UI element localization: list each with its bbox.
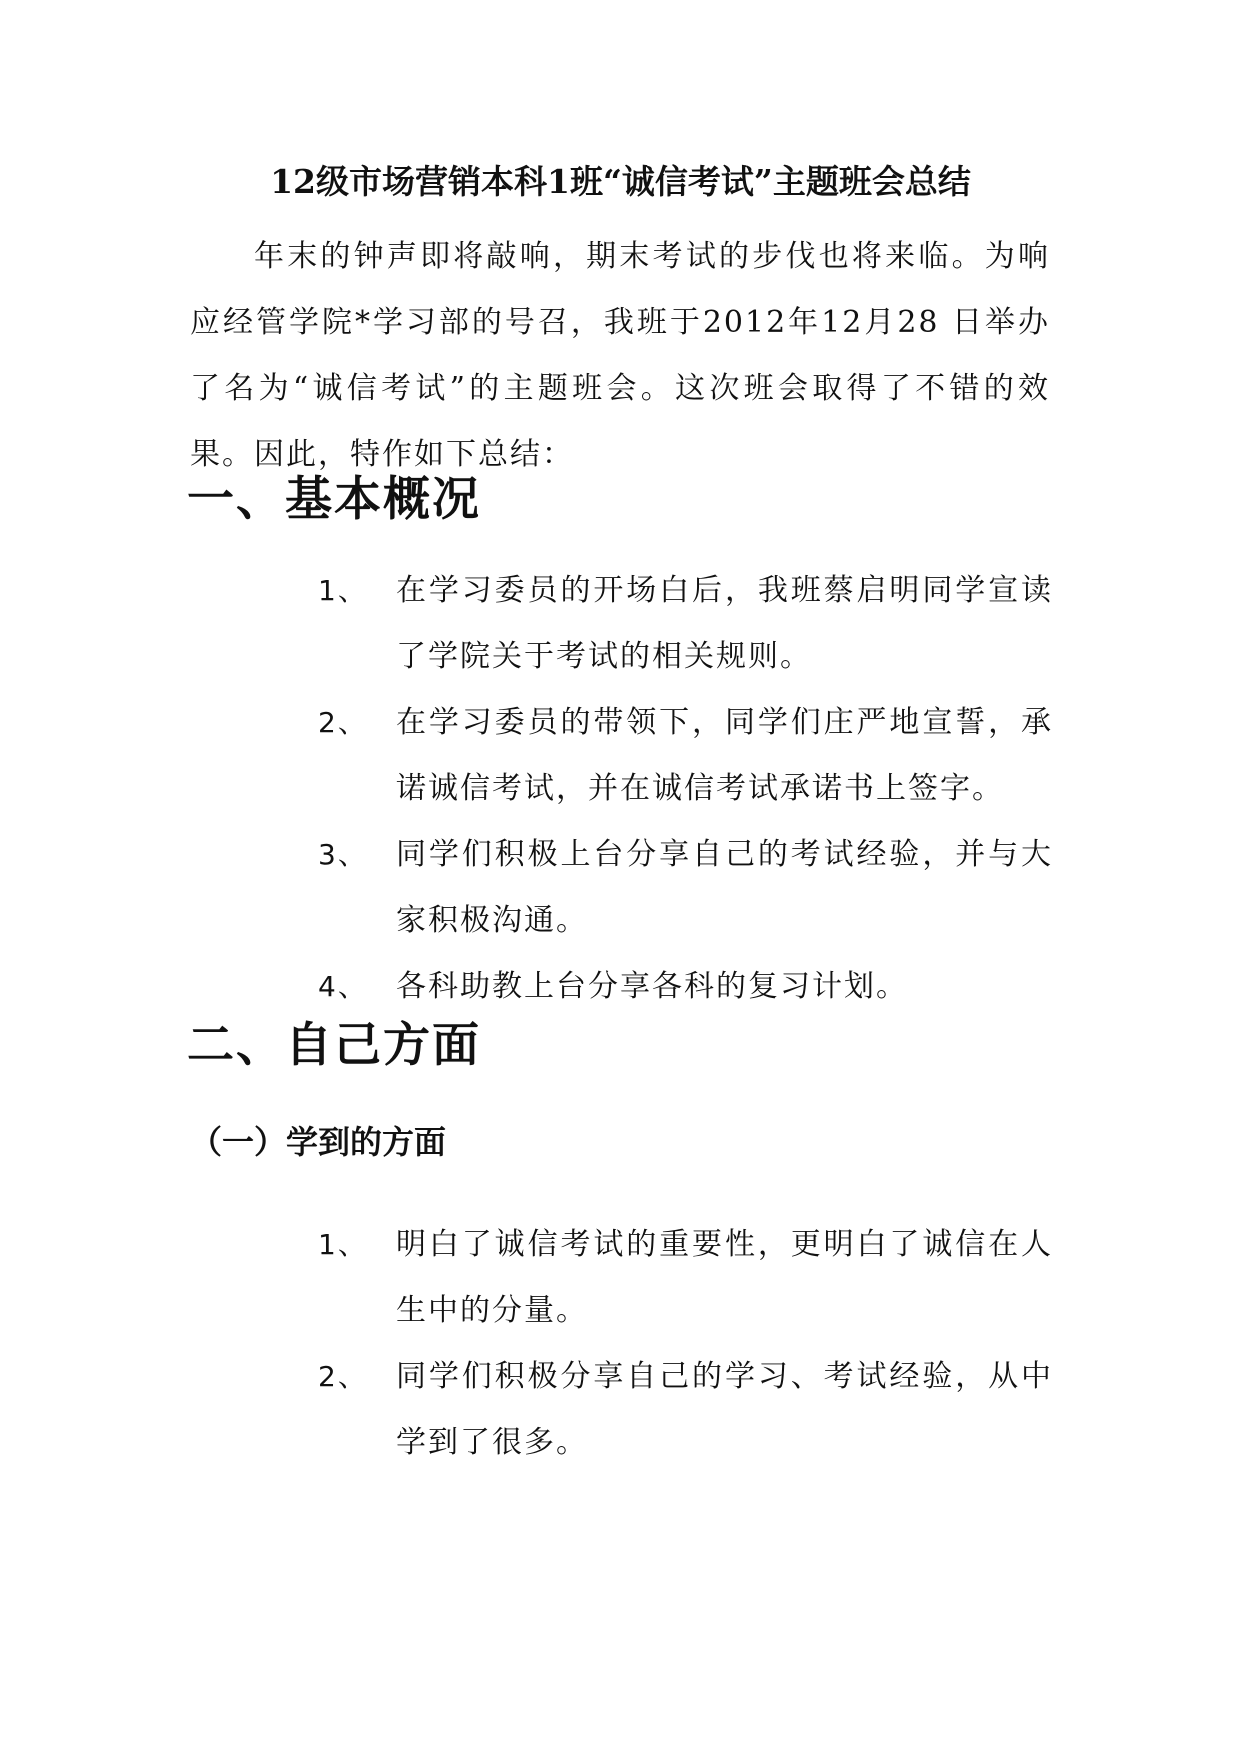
section-heading-self: 二、自己方面 [187, 1018, 481, 1073]
list-item [318, 558, 1053, 690]
section-heading-overview: 一、基本概况 [187, 472, 481, 527]
learned-list [318, 1212, 1053, 1476]
list-item [318, 1212, 1053, 1344]
list-item-number: 1、 [318, 574, 368, 607]
list-item-text: 同学们积极上台分享自己的考试经验，并与大家积极沟通。 [396, 837, 1053, 938]
list-item-text: 同学们积极分享自己的学习、考试经验，从中学到了很多。 [396, 1359, 1053, 1460]
subsection-heading-learned: （一）学到的方面 [190, 1123, 447, 1161]
list-item-text: 在学习委员的开场白后，我班蔡启明同学宣读了学院关于考试的相关规则。 [396, 573, 1053, 674]
document-title: 12级市场营销本科1班“诚信考试”主题班会总结 [270, 162, 971, 201]
list-item-number: 1、 [318, 1228, 368, 1261]
list-item [318, 1344, 1053, 1476]
list-item-text: 明白了诚信考试的重要性，更明白了诚信在人生中的分量。 [396, 1227, 1053, 1328]
list-item-number: 4、 [318, 970, 368, 1003]
intro-paragraph: 年末的钟声即将敲响，期末考试的步伐也将来临。为响应经管学院*学习部的号召，我班于2012年12月28 日举办了名为“诚信考试”的主题班会。这次班会取得了不错的效果。因此，特作如下总结： [190, 239, 1050, 472]
list-item-text: 各科助教上台分享各科的复习计划。 [396, 969, 908, 1004]
list-item-number: 3、 [318, 838, 368, 871]
list-item-number: 2、 [318, 706, 368, 739]
list-item [318, 690, 1053, 822]
list-item-number: 2、 [318, 1360, 368, 1393]
list-item-text: 在学习委员的带领下，同学们庄严地宣誓，承诺诚信考试，并在诚信考试承诺书上签字。 [396, 705, 1053, 806]
list-item [318, 822, 1053, 954]
list-item [318, 954, 1053, 1020]
overview-list [318, 558, 1053, 1020]
